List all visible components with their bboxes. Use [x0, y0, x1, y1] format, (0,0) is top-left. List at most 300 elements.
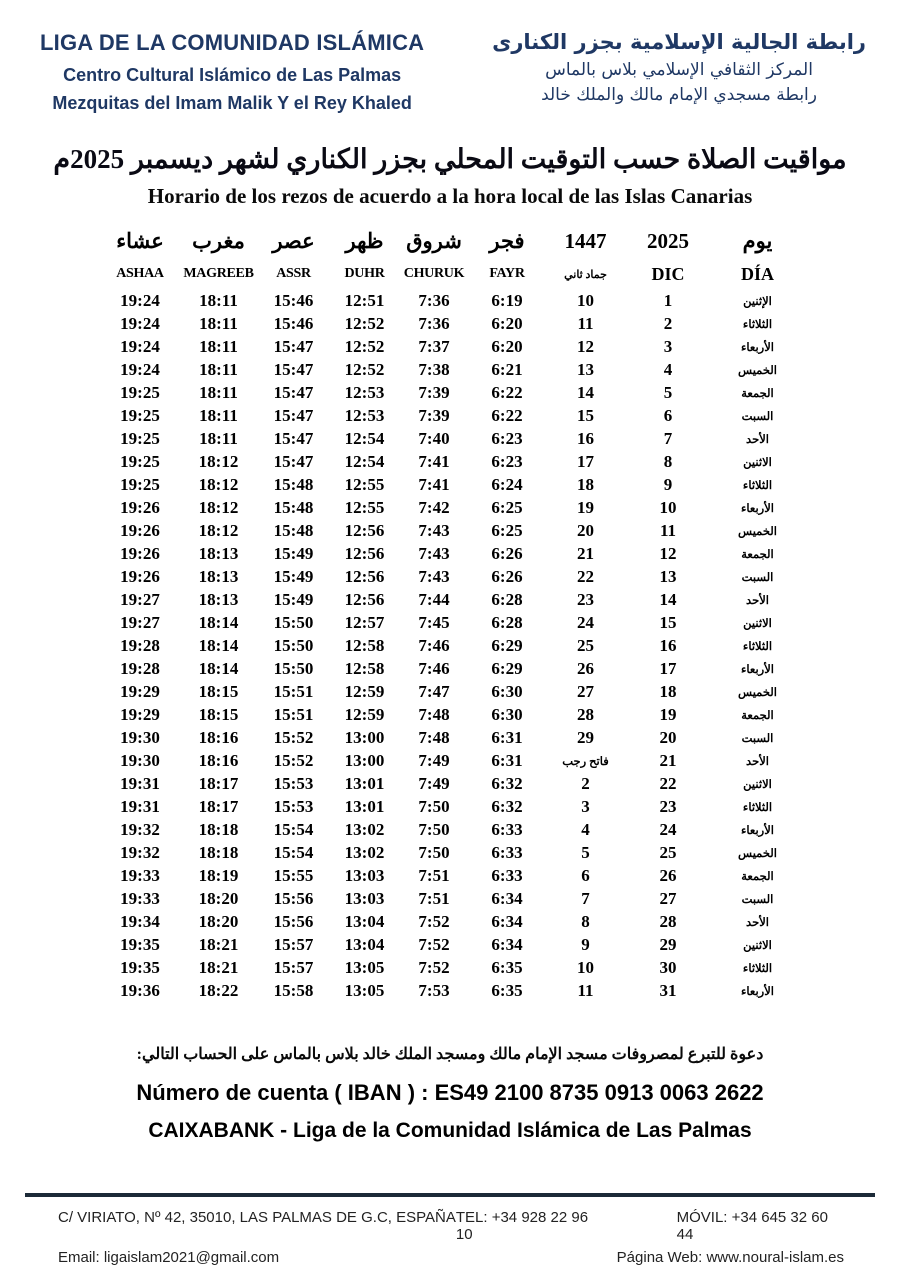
org-name-spanish [40, 30, 424, 114]
cell-churuk: 7:48 [418, 727, 450, 747]
cell-ashaa: 19:32 [120, 819, 160, 839]
cell-magreeb: 18:12 [198, 520, 239, 540]
cell-magreeb: 18:11 [199, 336, 238, 356]
cell-hijri: 27 [577, 681, 594, 701]
column-header-hijri: 1447 [564, 228, 607, 253]
cell-duhr: 12:57 [344, 612, 385, 632]
cell-ashaa: 19:25 [120, 451, 160, 471]
phone-number: TEL: +34 928 22 96 10 [455, 1209, 589, 1243]
cell-duhr: 12:52 [344, 336, 385, 356]
cell-ashaa: 19:24 [120, 336, 160, 356]
cell-magreeb: 18:12 [198, 474, 239, 494]
cell-ashaa: 19:30 [120, 727, 160, 747]
org-es-line3: Mezquitas del Imam Malik Y el Rey Khaled [52, 93, 412, 113]
table-row [100, 680, 805, 703]
cell-magreeb: 18:14 [198, 612, 239, 632]
cell-dic: 21 [659, 750, 677, 770]
cell-day: الأربعاء [741, 502, 774, 515]
cell-churuk: 7:38 [418, 359, 450, 379]
cell-duhr: 12:53 [344, 382, 385, 402]
cell-dic: 1 [663, 290, 673, 310]
cell-assr: 15:53 [273, 773, 314, 793]
table-row [100, 519, 805, 542]
cell-magreeb: 18:11 [199, 428, 238, 448]
cell-assr: 15:47 [273, 336, 314, 356]
cell-duhr: 12:53 [344, 405, 385, 425]
org-name-arabic [492, 30, 866, 105]
cell-churuk: 7:43 [418, 520, 450, 540]
table-header-bottom [100, 259, 805, 289]
cell-dic: 7 [663, 428, 673, 448]
cell-magreeb: 18:15 [198, 681, 239, 701]
cell-magreeb: 18:13 [198, 543, 239, 563]
cell-assr: 15:57 [273, 934, 314, 954]
cell-duhr: 12:56 [344, 566, 385, 586]
cell-duhr: 12:52 [344, 359, 385, 379]
cell-day: الاثنين [743, 456, 772, 469]
org-es-line1: LIGA DE LA COMUNIDAD ISLÁMICA [40, 30, 425, 55]
cell-dic: 24 [659, 819, 677, 839]
column-header-duhr: ظهر [345, 228, 384, 253]
cell-day: الأحد [746, 433, 769, 446]
cell-churuk: 7:50 [418, 796, 450, 816]
cell-fayr: 6:32 [491, 796, 523, 816]
cell-hijri: 11 [577, 313, 594, 333]
column-header-magreeb: مغرب [192, 228, 245, 253]
cell-fayr: 6:35 [491, 980, 523, 1000]
cell-magreeb: 18:16 [198, 727, 239, 747]
cell-dic: 8 [663, 451, 673, 471]
org-header [0, 0, 900, 114]
cell-ashaa: 19:33 [120, 865, 160, 885]
cell-hijri: 23 [577, 589, 594, 609]
cell-day: الأحد [746, 755, 769, 768]
cell-ashaa: 19:25 [120, 428, 160, 448]
cell-ashaa: 19:26 [120, 520, 160, 540]
cell-ashaa: 19:30 [120, 750, 160, 770]
cell-day: السبت [741, 893, 774, 906]
cell-magreeb: 18:20 [198, 911, 239, 931]
cell-dic: 10 [659, 497, 677, 517]
cell-day: الجمعة [741, 548, 774, 561]
cell-magreeb: 18:11 [199, 382, 238, 402]
cell-ashaa: 19:34 [120, 911, 160, 931]
cell-churuk: 7:50 [418, 819, 450, 839]
cell-dic: 29 [659, 934, 677, 954]
cell-assr: 15:47 [273, 428, 314, 448]
table-row [100, 795, 805, 818]
cell-assr: 15:52 [273, 727, 314, 747]
cell-fayr: 6:29 [491, 635, 523, 655]
cell-assr: 15:58 [273, 980, 314, 1000]
cell-ashaa: 19:27 [120, 589, 160, 609]
cell-dic: 20 [659, 727, 677, 747]
cell-dic: 11 [659, 520, 677, 540]
cell-magreeb: 18:12 [198, 451, 239, 471]
cell-magreeb: 18:21 [198, 934, 239, 954]
cell-magreeb: 18:22 [198, 980, 239, 1000]
cell-fayr: 6:21 [491, 359, 523, 379]
cell-duhr: 13:01 [344, 773, 385, 793]
cell-churuk: 7:47 [418, 681, 450, 701]
cell-hijri: 20 [577, 520, 594, 540]
cell-dic: 4 [663, 359, 673, 379]
cell-fayr: 6:34 [491, 934, 523, 954]
cell-hijri: 15 [577, 405, 594, 425]
cell-churuk: 7:52 [418, 957, 450, 977]
cell-churuk: 7:46 [418, 658, 450, 678]
cell-hijri: 18 [577, 474, 594, 494]
website-url: Página Web: www.noural-islam.es [616, 1249, 844, 1266]
cell-ashaa: 19:31 [120, 773, 160, 793]
cell-duhr: 12:56 [344, 589, 385, 609]
cell-fayr: 6:34 [491, 888, 523, 908]
cell-fayr: 6:22 [491, 405, 523, 425]
cell-duhr: 13:00 [344, 727, 385, 747]
column-subheader-duhr: DUHR [344, 266, 385, 281]
cell-assr: 15:54 [273, 842, 314, 862]
cell-ashaa: 19:25 [120, 382, 160, 402]
cell-magreeb: 18:11 [199, 405, 238, 425]
cell-dic: 16 [659, 635, 677, 655]
column-header-dic: 2025 [647, 228, 689, 253]
cell-hijri: 8 [581, 911, 590, 931]
cell-magreeb: 18:11 [199, 290, 238, 310]
cell-ashaa: 19:32 [120, 842, 160, 862]
cell-day: الأحد [746, 594, 769, 607]
column-header-ashaa: عشاء [116, 228, 164, 253]
cell-ashaa: 19:24 [120, 290, 160, 310]
cell-hijri: 22 [577, 566, 594, 586]
contact-block [0, 1197, 900, 1266]
contact-row-2 [0, 1243, 900, 1266]
cell-churuk: 7:41 [418, 451, 450, 471]
cell-hijri: 14 [577, 382, 594, 402]
cell-dic: 5 [663, 382, 673, 402]
table-row [100, 703, 805, 726]
cell-ashaa: 19:27 [120, 612, 160, 632]
cell-fayr: 6:33 [491, 842, 523, 862]
cell-churuk: 7:53 [418, 980, 450, 1000]
cell-hijri: 21 [577, 543, 594, 563]
cell-fayr: 6:24 [491, 474, 523, 494]
table-row [100, 496, 805, 519]
cell-duhr: 13:03 [344, 888, 385, 908]
cell-fayr: 6:20 [491, 336, 523, 356]
table-row [100, 404, 805, 427]
table-row [100, 312, 805, 335]
cell-assr: 15:55 [273, 865, 314, 885]
cell-fayr: 6:23 [491, 428, 523, 448]
cell-duhr: 12:59 [344, 681, 385, 701]
cell-dic: 14 [659, 589, 677, 609]
cell-churuk: 7:43 [418, 543, 450, 563]
cell-ashaa: 19:28 [120, 658, 160, 678]
cell-assr: 15:49 [273, 566, 314, 586]
cell-churuk: 7:48 [418, 704, 450, 724]
cell-ashaa: 19:24 [120, 359, 160, 379]
cell-magreeb: 18:14 [198, 658, 239, 678]
cell-day: الخميس [738, 364, 777, 377]
cell-dic: 17 [659, 658, 677, 678]
cell-hijri: 10 [577, 957, 594, 977]
cell-assr: 15:49 [273, 589, 314, 609]
cell-day: السبت [741, 410, 774, 423]
cell-assr: 15:47 [273, 382, 314, 402]
cell-magreeb: 18:16 [198, 750, 239, 770]
column-header-fayr: فجر [489, 228, 525, 253]
cell-dic: 31 [659, 980, 677, 1000]
cell-duhr: 12:51 [344, 290, 385, 310]
cell-day: الإثنين [743, 295, 772, 308]
table-row [100, 657, 805, 680]
cell-dic: 18 [659, 681, 677, 701]
cell-churuk: 7:49 [418, 750, 450, 770]
table-header-top [100, 223, 805, 259]
cell-duhr: 13:04 [344, 911, 385, 931]
cell-day: الثلاثاء [742, 640, 773, 653]
cell-ashaa: 19:28 [120, 635, 160, 655]
cell-fayr: 6:32 [491, 773, 523, 793]
cell-magreeb: 18:15 [198, 704, 239, 724]
table-row [100, 381, 805, 404]
cell-day: الثلاثاء [742, 479, 773, 492]
table-row [100, 335, 805, 358]
cell-duhr: 13:05 [344, 957, 385, 977]
cell-churuk: 7:36 [418, 290, 450, 310]
cell-fayr: 6:22 [491, 382, 523, 402]
column-subheader-churuk: CHURUK [403, 266, 465, 281]
column-subheader-hijri: جماد ثاني [564, 268, 607, 281]
cell-fayr: 6:33 [491, 819, 523, 839]
donation-appeal-arabic: دعوة للتبرع لمصروفات مسجد الإمام مالك ومسجد الملك خالد بلاس بالماس على الحساب التالي: [136, 1046, 764, 1063]
cell-churuk: 7:42 [418, 497, 450, 517]
contact-row-1 [0, 1197, 900, 1243]
org-ar-line2: المركز الثقافي الإسلامي بلاس بالماس [545, 60, 813, 80]
org-ar-line1: رابطة الجالية الإسلامية بجزر الكنارى [492, 30, 866, 54]
table-row [100, 749, 805, 772]
cell-magreeb: 18:13 [198, 566, 239, 586]
cell-churuk: 7:37 [418, 336, 450, 356]
cell-magreeb: 18:11 [199, 359, 238, 379]
table-row [100, 634, 805, 657]
cell-day: الاثنين [743, 617, 772, 630]
cell-dic: 26 [659, 865, 677, 885]
cell-dic: 13 [659, 566, 677, 586]
cell-churuk: 7:39 [418, 405, 450, 425]
cell-day: الجمعة [741, 709, 774, 722]
table-row [100, 956, 805, 979]
cell-fayr: 6:23 [491, 451, 523, 471]
table-row [100, 588, 805, 611]
cell-fayr: 6:31 [491, 727, 523, 747]
cell-duhr: 12:54 [344, 451, 385, 471]
cell-churuk: 7:44 [418, 589, 450, 609]
cell-churuk: 7:51 [418, 888, 450, 908]
cell-ashaa: 19:31 [120, 796, 160, 816]
cell-duhr: 13:04 [344, 934, 385, 954]
cell-fayr: 6:28 [491, 589, 523, 609]
cell-assr: 15:51 [273, 681, 314, 701]
cell-day: السبت [741, 571, 774, 584]
cell-dic: 25 [659, 842, 677, 862]
cell-magreeb: 18:17 [198, 773, 239, 793]
cell-duhr: 13:03 [344, 865, 385, 885]
cell-assr: 15:50 [273, 658, 314, 678]
cell-ashaa: 19:29 [120, 704, 160, 724]
cell-duhr: 13:02 [344, 819, 385, 839]
prayer-times-table [100, 223, 805, 1002]
table-row [100, 450, 805, 473]
table-row [100, 910, 805, 933]
cell-dic: 23 [659, 796, 677, 816]
cell-magreeb: 18:18 [198, 842, 239, 862]
cell-magreeb: 18:20 [198, 888, 239, 908]
table-row [100, 726, 805, 749]
cell-day: الجمعة [741, 387, 774, 400]
table-row [100, 611, 805, 634]
cell-ashaa: 19:25 [120, 405, 160, 425]
cell-assr: 15:54 [273, 819, 314, 839]
cell-dic: 12 [659, 543, 677, 563]
cell-duhr: 12:55 [344, 497, 385, 517]
street-address: C/ VIRIATO, Nº 42, 35010, LAS PALMAS DE G.C, ESPAÑA [58, 1209, 456, 1226]
cell-ashaa: 19:29 [120, 681, 160, 701]
table-row [100, 933, 805, 956]
cell-duhr: 12:58 [344, 635, 385, 655]
cell-dic: 28 [659, 911, 677, 931]
cell-hijri: 10 [577, 290, 594, 310]
column-subheader-magreeb: MAGREEB [183, 266, 254, 281]
table-row [100, 473, 805, 496]
cell-day: الأربعاء [741, 824, 774, 837]
cell-ashaa: 19:35 [120, 957, 160, 977]
cell-day: الثلاثاء [742, 962, 773, 975]
cell-magreeb: 18:17 [198, 796, 239, 816]
cell-magreeb: 18:14 [198, 635, 239, 655]
column-subheader-ashaa: ASHAA [116, 266, 164, 281]
cell-assr: 15:46 [273, 290, 314, 310]
cell-fayr: 6:26 [491, 566, 523, 586]
cell-hijri: 13 [577, 359, 594, 379]
cell-magreeb: 18:12 [198, 497, 239, 517]
cell-duhr: 13:02 [344, 842, 385, 862]
cell-day: الثلاثاء [742, 318, 773, 331]
cell-hijri: 25 [577, 635, 594, 655]
cell-dic: 6 [663, 405, 673, 425]
cell-hijri: 29 [577, 727, 594, 747]
cell-fayr: 6:30 [491, 704, 523, 724]
cell-ashaa: 19:26 [120, 497, 160, 517]
cell-hijri: 24 [577, 612, 594, 632]
cell-ashaa: 19:35 [120, 934, 160, 954]
cell-fayr: 6:29 [491, 658, 523, 678]
cell-duhr: 13:05 [344, 980, 385, 1000]
column-header-day: يوم [742, 228, 773, 253]
cell-churuk: 7:50 [418, 842, 450, 862]
cell-hijri: 6 [581, 865, 590, 885]
cell-hijri: 7 [581, 888, 590, 908]
column-subheader-dic: DIC [651, 263, 685, 284]
cell-day: السبت [741, 732, 774, 745]
column-header-assr: عصر [272, 228, 315, 253]
cell-day: الثلاثاء [742, 801, 773, 814]
cell-day: الخميس [738, 525, 777, 538]
cell-dic: 9 [663, 474, 673, 494]
cell-fayr: 6:19 [491, 290, 523, 310]
cell-duhr: 12:58 [344, 658, 385, 678]
cell-churuk: 7:46 [418, 635, 450, 655]
cell-dic: 3 [663, 336, 673, 356]
bank-name-line: CAIXABANK - Liga de la Comunidad Islámica de Las Palmas [148, 1119, 752, 1142]
cell-churuk: 7:36 [418, 313, 450, 333]
mobile-number: MÓVIL: +34 645 32 60 44 [676, 1209, 828, 1243]
cell-fayr: 6:34 [491, 911, 523, 931]
cell-churuk: 7:52 [418, 934, 450, 954]
cell-day: الأحد [746, 916, 769, 929]
cell-day: الخميس [738, 847, 777, 860]
column-subheader-assr: ASSR [276, 266, 311, 281]
cell-dic: 19 [659, 704, 677, 724]
cell-hijri: 5 [581, 842, 590, 862]
cell-assr: 15:52 [273, 750, 314, 770]
cell-fayr: 6:26 [491, 543, 523, 563]
cell-assr: 15:48 [273, 520, 314, 540]
cell-dic: 27 [659, 888, 677, 908]
iban-account-line: Número de cuenta ( IBAN ) : ES49 2100 8735 0913 0063 2622 [136, 1080, 764, 1105]
cell-duhr: 12:56 [344, 543, 385, 563]
org-es-line2: Centro Cultural Islámico de Las Palmas [63, 65, 402, 85]
cell-fayr: 6:25 [491, 497, 523, 517]
cell-assr: 15:47 [273, 359, 314, 379]
cell-dic: 30 [659, 957, 677, 977]
table-row [100, 358, 805, 381]
cell-assr: 15:47 [273, 405, 314, 425]
table-row [100, 841, 805, 864]
cell-magreeb: 18:18 [198, 819, 239, 839]
cell-assr: 15:48 [273, 497, 314, 517]
cell-hijri: 3 [581, 796, 590, 816]
cell-ashaa: 19:26 [120, 543, 160, 563]
cell-duhr: 12:55 [344, 474, 385, 494]
cell-fayr: 6:33 [491, 865, 523, 885]
cell-assr: 15:46 [273, 313, 314, 333]
cell-day: الخميس [738, 686, 777, 699]
page-title-arabic: مواقيت الصلاة حسب التوقيت المحلي بجزر الكناري لشهر ديسمبر 2025م [53, 144, 847, 174]
table-row [100, 427, 805, 450]
cell-magreeb: 18:13 [198, 589, 239, 609]
table-row [100, 542, 805, 565]
table-row [100, 565, 805, 588]
email-address: Email: ligaislam2021@gmail.com [58, 1249, 280, 1266]
cell-fayr: 6:20 [491, 313, 523, 333]
cell-churuk: 7:40 [418, 428, 450, 448]
cell-duhr: 13:00 [344, 750, 385, 770]
cell-ashaa: 19:25 [120, 474, 160, 494]
cell-magreeb: 18:19 [198, 865, 239, 885]
cell-day: الأربعاء [741, 663, 774, 676]
cell-duhr: 12:59 [344, 704, 385, 724]
cell-assr: 15:49 [273, 543, 314, 563]
cell-churuk: 7:45 [418, 612, 450, 632]
cell-day: الاثنين [743, 939, 772, 952]
cell-duhr: 13:01 [344, 796, 385, 816]
cell-hijri: فاتح رجب [562, 755, 609, 768]
cell-fayr: 6:35 [491, 957, 523, 977]
cell-hijri: 2 [581, 773, 590, 793]
cell-assr: 15:57 [273, 957, 314, 977]
cell-churuk: 7:41 [418, 474, 450, 494]
